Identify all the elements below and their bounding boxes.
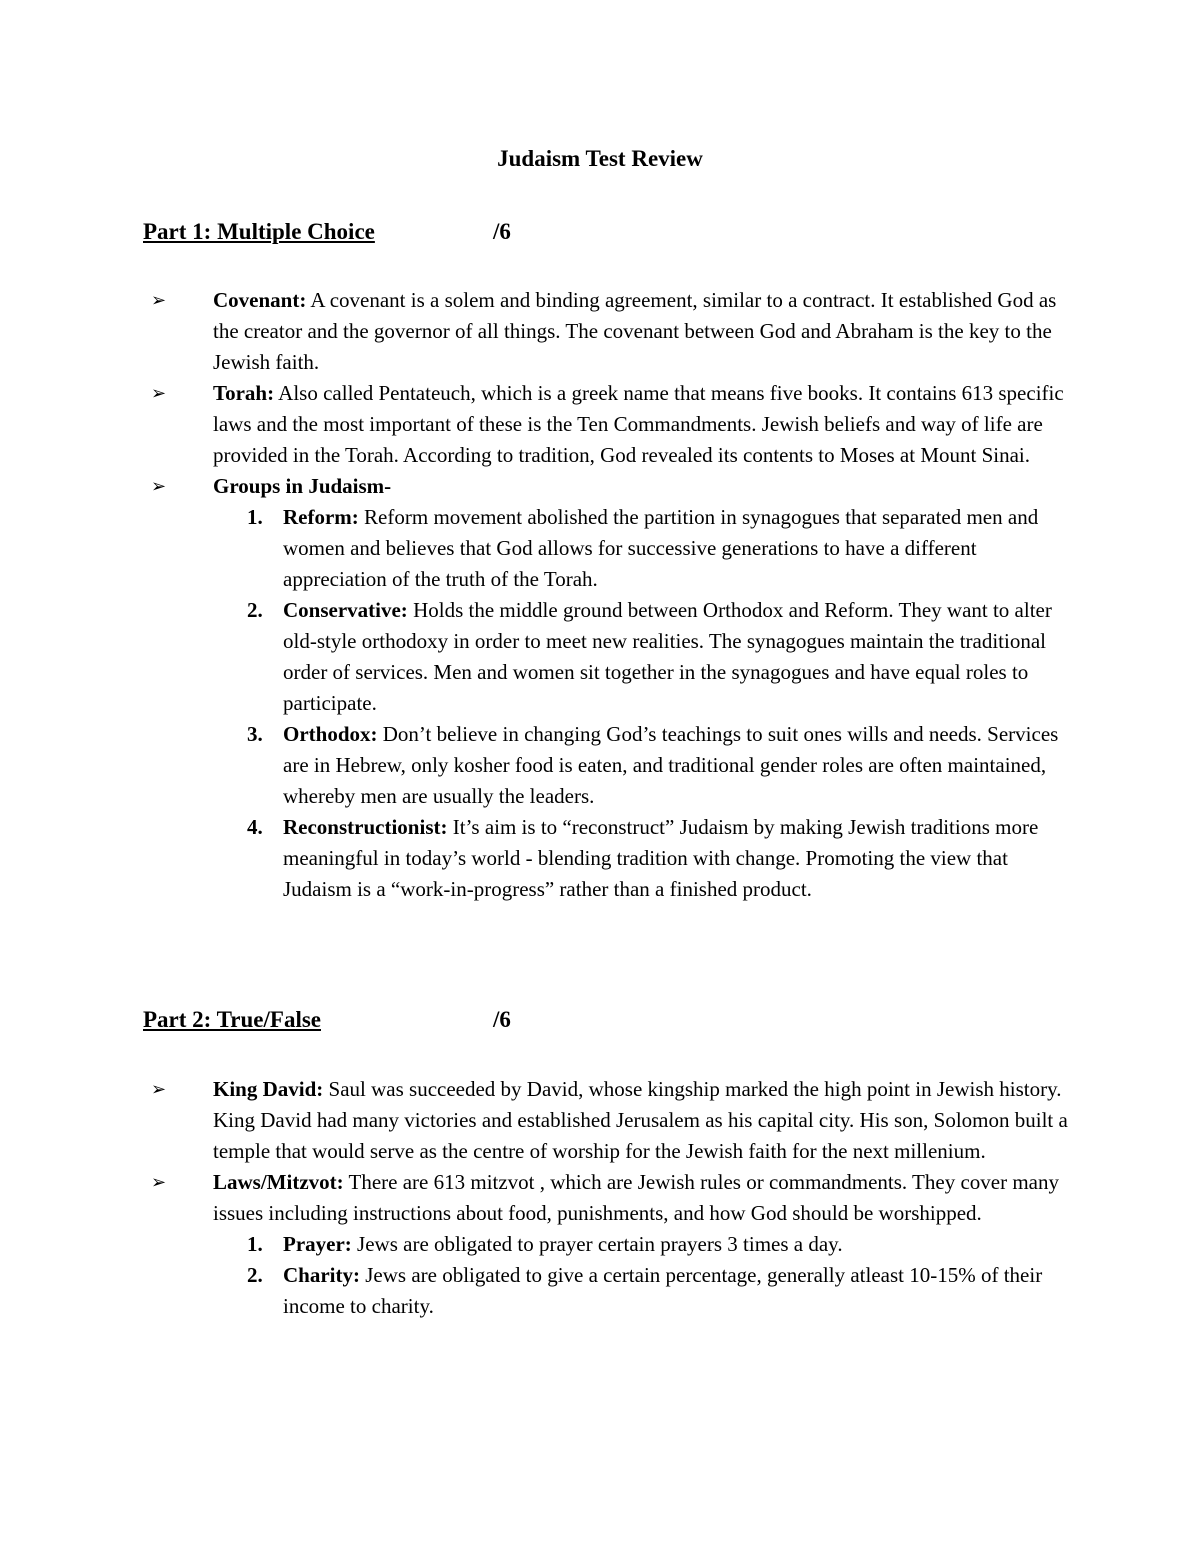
list-item bbox=[143, 471, 1073, 905]
item-number: 4. bbox=[247, 815, 263, 839]
list-item bbox=[143, 1167, 1073, 1322]
list-item bbox=[213, 502, 1073, 595]
list-item bbox=[213, 812, 1073, 905]
term-definition: Jews are obligated to prayer certain prayers 3 times a day. bbox=[351, 1232, 843, 1256]
term-definition: Reform movement abolished the partition in synagogues that separated men and women and believes that God allows for successive generations to have a different appreciation of the truth of the Torah. bbox=[283, 505, 1039, 591]
item-number: 1. bbox=[247, 505, 263, 529]
term-label: Conservative: bbox=[283, 598, 408, 622]
arrow-bullet-icon: ➢ bbox=[151, 383, 167, 404]
term-label: Reform: bbox=[283, 505, 359, 529]
list-item bbox=[143, 378, 1073, 471]
list-item bbox=[143, 1074, 1073, 1167]
term-definition: Don’t believe in changing God’s teachings to suit ones wills and needs. Services are in Hebrew, only kosher food is eaten, and traditional gender roles are often maintained, whereby men are usually the leaders. bbox=[283, 722, 1059, 808]
arrow-bullet-icon: ➢ bbox=[151, 1172, 167, 1193]
term-label: Prayer: bbox=[283, 1232, 352, 1256]
laws-list bbox=[213, 1229, 1073, 1322]
term-definition: Saul was succeeded by David, whose kingship marked the high point in Jewish history. King David had many victories and established Jerusalem as his capital city. His son, Solomon built a temple that would serve as the centre of worship for the Jewish faith for the next millenium. bbox=[213, 1077, 1068, 1163]
arrow-bullet-icon: ➢ bbox=[151, 1079, 167, 1100]
term-label: Reconstructionist: bbox=[283, 815, 448, 839]
term-label: Groups in Judaism- bbox=[213, 474, 392, 498]
part1-heading bbox=[143, 216, 511, 247]
item-number: 2. bbox=[247, 1263, 263, 1287]
part1-heading-label: Part 1: Multiple Choice bbox=[143, 219, 375, 244]
arrow-bullet-icon: ➢ bbox=[151, 290, 167, 311]
item-number: 3. bbox=[247, 722, 263, 746]
document-title: Judaism Test Review bbox=[497, 146, 703, 171]
list-item bbox=[213, 1229, 1073, 1260]
term-label: Torah: bbox=[213, 381, 275, 405]
part2-heading-label: Part 2: True/False bbox=[143, 1007, 321, 1032]
item-number: 1. bbox=[247, 1232, 263, 1256]
term-definition: Holds the middle ground between Orthodox and Reform. They want to alter old-style orthodoxy in order to meet new realities. The synagogues maintain the traditional order of services. Men and women sit together in the synagogues and have equal roles to participate. bbox=[283, 598, 1052, 715]
part2-heading bbox=[143, 1004, 511, 1035]
item-number: 2. bbox=[247, 598, 263, 622]
term-definition: There are 613 mitzvot , which are Jewish rules or commandments. They cover many issues including instructions about food, punishments, and how God should be worshipped. bbox=[213, 1170, 1059, 1225]
part2-bullet-list bbox=[143, 1074, 1073, 1322]
term-label: Covenant: bbox=[213, 288, 307, 312]
part1-score: /6 bbox=[493, 219, 511, 244]
term-label: Orthodox: bbox=[283, 722, 378, 746]
groups-list bbox=[213, 502, 1073, 905]
arrow-bullet-icon: ➢ bbox=[151, 476, 167, 497]
list-item bbox=[213, 719, 1073, 812]
term-definition: It’s aim is to “reconstruct” Judaism by making Jewish traditions more meaningful in today’s world - blending tradition with change. Promoting the view that Judaism is a “work-in-progress” rather than a finished product. bbox=[283, 815, 1039, 901]
term-definition: Jews are obligated to give a certain percentage, generally atleast 10-15% of their income to charity. bbox=[283, 1263, 1043, 1318]
list-item bbox=[213, 595, 1073, 719]
term-label: King David: bbox=[213, 1077, 324, 1101]
term-label: Laws/Mitzvot: bbox=[213, 1170, 344, 1194]
list-item bbox=[213, 1260, 1073, 1322]
part1-bullet-list bbox=[143, 285, 1073, 905]
term-label: Charity: bbox=[283, 1263, 360, 1287]
part2-score: /6 bbox=[493, 1007, 511, 1032]
term-definition: A covenant is a solem and binding agreement, similar to a contract. It established God as the creator and the governor of all things. The covenant between God and Abraham is the key to the Jewish faith. bbox=[213, 288, 1057, 374]
term-definition: Also called Pentateuch, which is a greek name that means five books. It contains 613 specific laws and the most important of these is the Ten Commandments. Jewish beliefs and way of life are provided in the Torah. According to tradition, God revealed its contents to Moses at Mount Sinai. bbox=[213, 381, 1064, 467]
list-item bbox=[143, 285, 1073, 378]
